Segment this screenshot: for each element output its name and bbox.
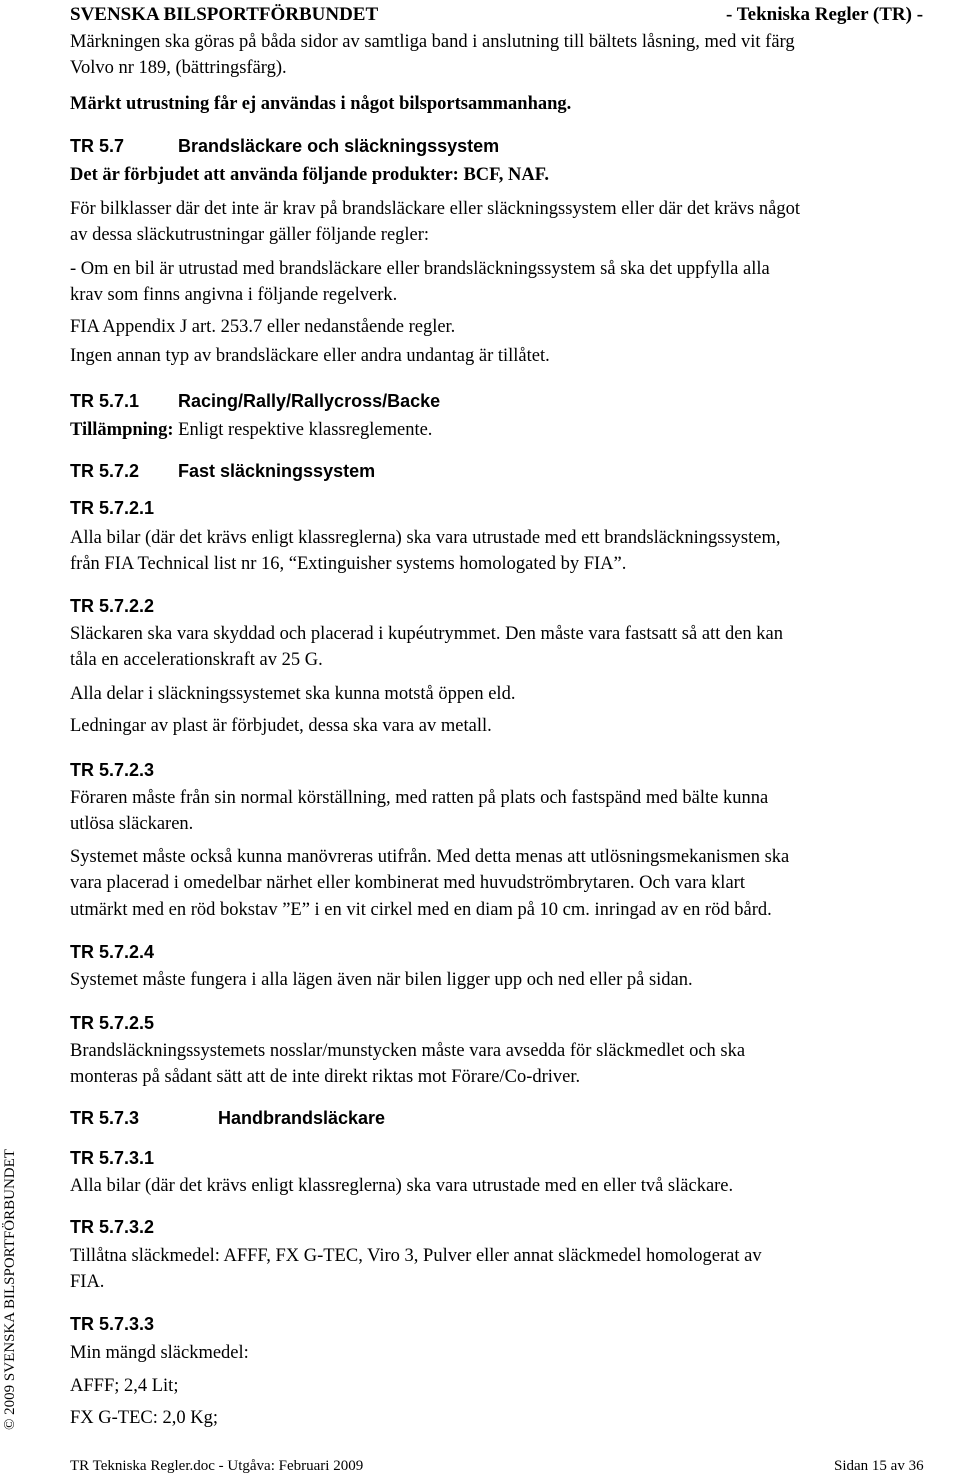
heading-tr-5-7-2-4: TR 5.7.2.4 [70, 942, 155, 962]
heading-tr-5-7-3-3: TR 5.7.3.3 [70, 1314, 155, 1334]
paragraph-line: utmärkt med en röd bokstav ”E” i en vit cirkel med en diam på 10 cm. inringad av en röd bård. [70, 900, 772, 920]
application-text: Enligt respektive klassreglemente. [173, 420, 433, 440]
paragraph-line: Alla bilar (där det krävs enligt klassreglerna) ska vara utrustade med en eller två släckare. [70, 1176, 734, 1196]
application-label: Tillämpning: [70, 420, 174, 440]
section-number: TR 5.7.1 [70, 391, 140, 411]
paragraph-line: Släckaren ska vara skyddad och placerad i kupéutrymmet. Den måste vara fastsatt så att den kan [70, 624, 784, 644]
forbidden-products: Det är förbjudet att använda följande produkter: BCF, NAF. [70, 165, 549, 185]
paragraph-line: Föraren måste från sin normal körställning, med ratten på plats och fastspänd med bälte kunna [70, 788, 769, 808]
intro-line-2: Volvo nr 189, (bättringsfärg). [70, 58, 287, 78]
paragraph-line: För bilklasser där det inte är krav på brandsläckare eller släckningssystem eller där det krävs något [70, 199, 800, 219]
paragraph-line: av dessa släckutrustningar gäller följande regler: [70, 225, 430, 245]
section-number: TR 5.7.3 [70, 1108, 140, 1128]
header-doc-title: - Tekniska Regler (TR) - [726, 4, 924, 25]
paragraph-line: AFFF; 2,4 Lit; [70, 1376, 179, 1396]
paragraph-line: Brandsläckningssystemets nosslar/munstycken måste vara avsedda för släckmedlet och ska [70, 1041, 746, 1061]
heading-tr-5-7-2-3: TR 5.7.2.3 [70, 760, 155, 780]
section-title: Racing/Rally/Rallycross/Backe [178, 391, 441, 411]
copyright-sidebar: © 2009 SVENSKA BILSPORTFÖRBUNDET [2, 1149, 18, 1430]
paragraph-line: Alla delar i släckningssystemet ska kunna motstå öppen eld. [70, 684, 516, 704]
heading-tr-5-7-3 [70, 1108, 386, 1129]
heading-tr-5-7-3-1: TR 5.7.3.1 [70, 1148, 155, 1168]
paragraph-line: från FIA Technical list nr 16, “Extinguisher systems homologated by FIA”. [70, 554, 627, 574]
paragraph-line: Alla bilar (där det krävs enligt klassreglerna) ska vara utrustade med ett brandsläckningssystem, [70, 528, 781, 548]
header-org: SVENSKA BILSPORTFÖRBUNDET [70, 4, 379, 25]
heading-tr-5-7-2 [70, 461, 376, 482]
paragraph-line: Systemet måste också kunna manövreras utifrån. Med detta menas att utlösningsmekanismen ska [70, 847, 790, 867]
heading-tr-5-7 [70, 136, 500, 157]
intro-line-3: Märkt utrustning får ej användas i något bilsportsammanhang. [70, 94, 572, 114]
section-title: Brandsläckare och släckningssystem [178, 136, 500, 156]
heading-tr-5-7-2-5: TR 5.7.2.5 [70, 1013, 155, 1033]
paragraph-line: tåla en accelerationskraft av 25 G. [70, 650, 323, 670]
paragraph-line: Ingen annan typ av brandsläckare eller andra undantag är tillåtet. [70, 346, 550, 366]
application-line [70, 417, 432, 443]
section-number: TR 5.7 [70, 136, 125, 156]
paragraph-line: utlösa släckaren. [70, 814, 194, 834]
paragraph-line: FIA Appendix J art. 253.7 eller nedanstående regler. [70, 317, 456, 337]
paragraph-line: krav som finns angivna i följande regelverk. [70, 285, 398, 305]
paragraph-line: FX G-TEC: 2,0 Kg; [70, 1408, 218, 1428]
paragraph-line: Tillåtna släckmedel: AFFF, FX G-TEC, Viro 3, Pulver eller annat släckmedel homologerat av [70, 1246, 762, 1266]
intro-line-1: Märkningen ska göras på båda sidor av samtliga band i anslutning till bältets låsning, med vit färg [70, 32, 795, 52]
paragraph-line: monteras på sådant sätt att de inte direkt riktas mot Förare/Co-driver. [70, 1067, 581, 1087]
paragraph-line: Ledningar av plast är förbjudet, dessa ska vara av metall. [70, 716, 492, 736]
section-title: Fast släckningssystem [178, 461, 376, 481]
paragraph-line: Systemet måste fungera i alla lägen även när bilen ligger upp och ned eller på sidan. [70, 970, 693, 990]
paragraph-line: Min mängd släckmedel: [70, 1343, 249, 1363]
heading-tr-5-7-2-2: TR 5.7.2.2 [70, 596, 155, 616]
paragraph-line: - Om en bil är utrustad med brandsläckare eller brandsläckningssystem så ska det uppfylla alla [70, 259, 770, 279]
paragraph-line: vara placerad i omedelbar närhet eller kombinerat med huvudströmbrytaren. Och vara klart [70, 873, 745, 893]
heading-tr-5-7-3-2: TR 5.7.3.2 [70, 1217, 155, 1237]
section-title: Handbrandsläckare [218, 1108, 386, 1128]
paragraph-line: FIA. [70, 1272, 105, 1292]
section-number: TR 5.7.2 [70, 461, 140, 481]
heading-tr-5-7-2-1: TR 5.7.2.1 [70, 498, 155, 518]
footer-filename: TR Tekniska Regler.doc - Utgåva: Februari 2009 [70, 1458, 364, 1474]
heading-tr-5-7-1 [70, 391, 441, 412]
footer-page-number: Sidan 15 av 36 [834, 1458, 924, 1474]
